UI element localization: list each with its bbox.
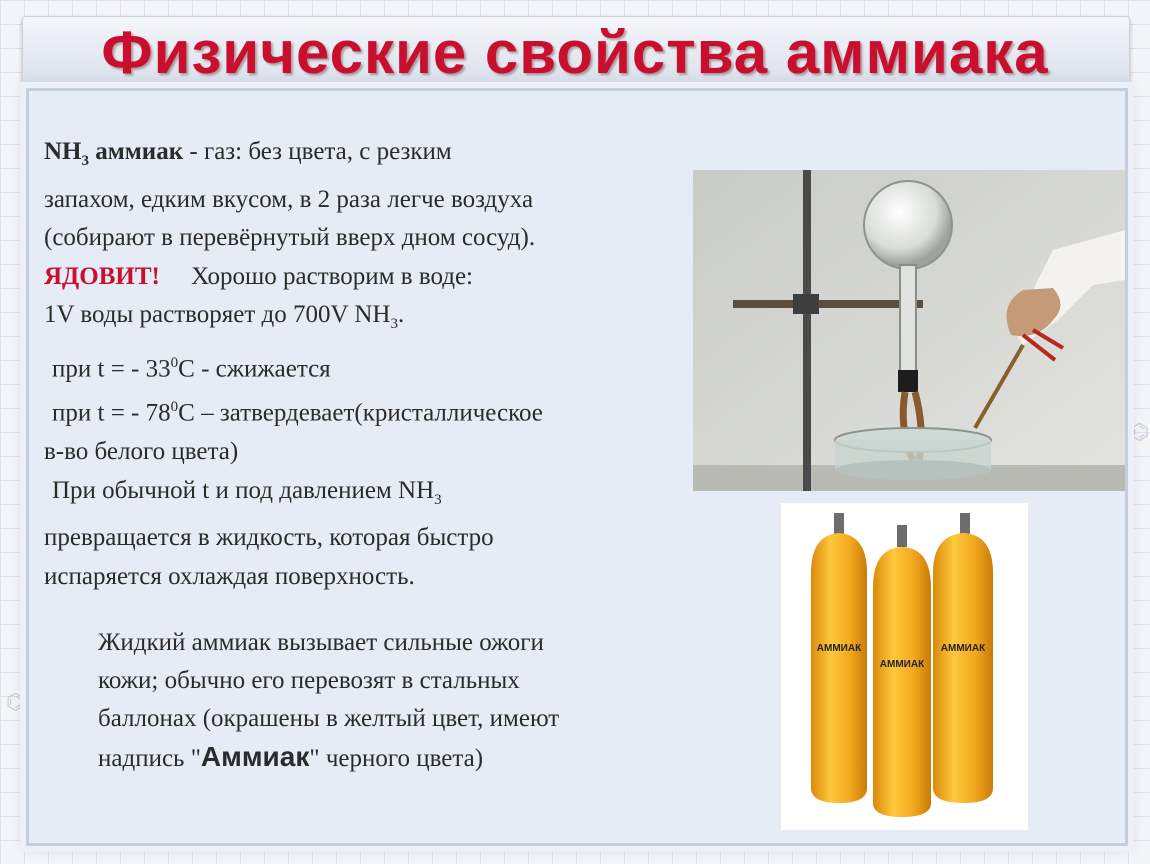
poison-warning: ЯДОВИТ! <box>44 262 160 290</box>
text-line: превращается в жидкость, которая быстро <box>44 524 494 552</box>
cylinder <box>873 525 931 817</box>
decor-formula: ⌬ <box>6 690 26 715</box>
text-line: кожи; обычно его перевозят в стальных <box>98 667 520 694</box>
text-line: Жидкий аммиак вызывает сильные ожоги <box>98 629 544 656</box>
text-line: баллонах (окрашены в желтый цвет, имеют <box>98 705 560 732</box>
cylinders-illustration <box>781 503 1028 830</box>
text-line: при t = - $33^0С$ - сжижается <box>52 354 331 382</box>
cylinder <box>933 513 993 803</box>
text-line: надпись "Аммиак" черного цвета) <box>98 741 484 772</box>
text-line: запахом, едким вкусом, в 2 раза легче воздуха <box>44 185 534 213</box>
ammonia-cylinders-photo <box>781 503 1028 830</box>
fountain-experiment-photo <box>693 170 1125 491</box>
text-line: (собирают в перевёрнутый вверх дном сосуд). <box>44 224 536 251</box>
cylinder <box>811 513 867 803</box>
text-line: при t = - $78^0С$ – затвердевает(кристаллическое <box>52 399 543 427</box>
cylinder-label: АММИАК <box>940 643 986 654</box>
text-line: При обычной t и под давлением $NH_3$ <box>52 476 442 508</box>
decor-formula: ⌬ <box>1130 420 1150 445</box>
text-line: в-во белого цвета) <box>44 438 239 466</box>
text-line: ЯДОВИТ! Хорошо растворим в воде: <box>44 262 473 290</box>
fountain-experiment-illustration <box>693 170 1125 491</box>
text-line: $NH_3$ аммиак - газ: без цвета, с резким <box>44 138 452 169</box>
cylinder-label: АММИАК <box>879 659 925 670</box>
page-title: Физические свойства аммиака <box>101 19 1049 86</box>
properties-text <box>44 133 694 596</box>
text-line: 1V воды растворяет до 700V $NH_3$. <box>44 301 405 332</box>
transport-text <box>98 624 708 778</box>
text-line: испаряется охлаждая поверхность. <box>44 562 415 590</box>
cylinder-label: АММИАК <box>816 643 862 654</box>
